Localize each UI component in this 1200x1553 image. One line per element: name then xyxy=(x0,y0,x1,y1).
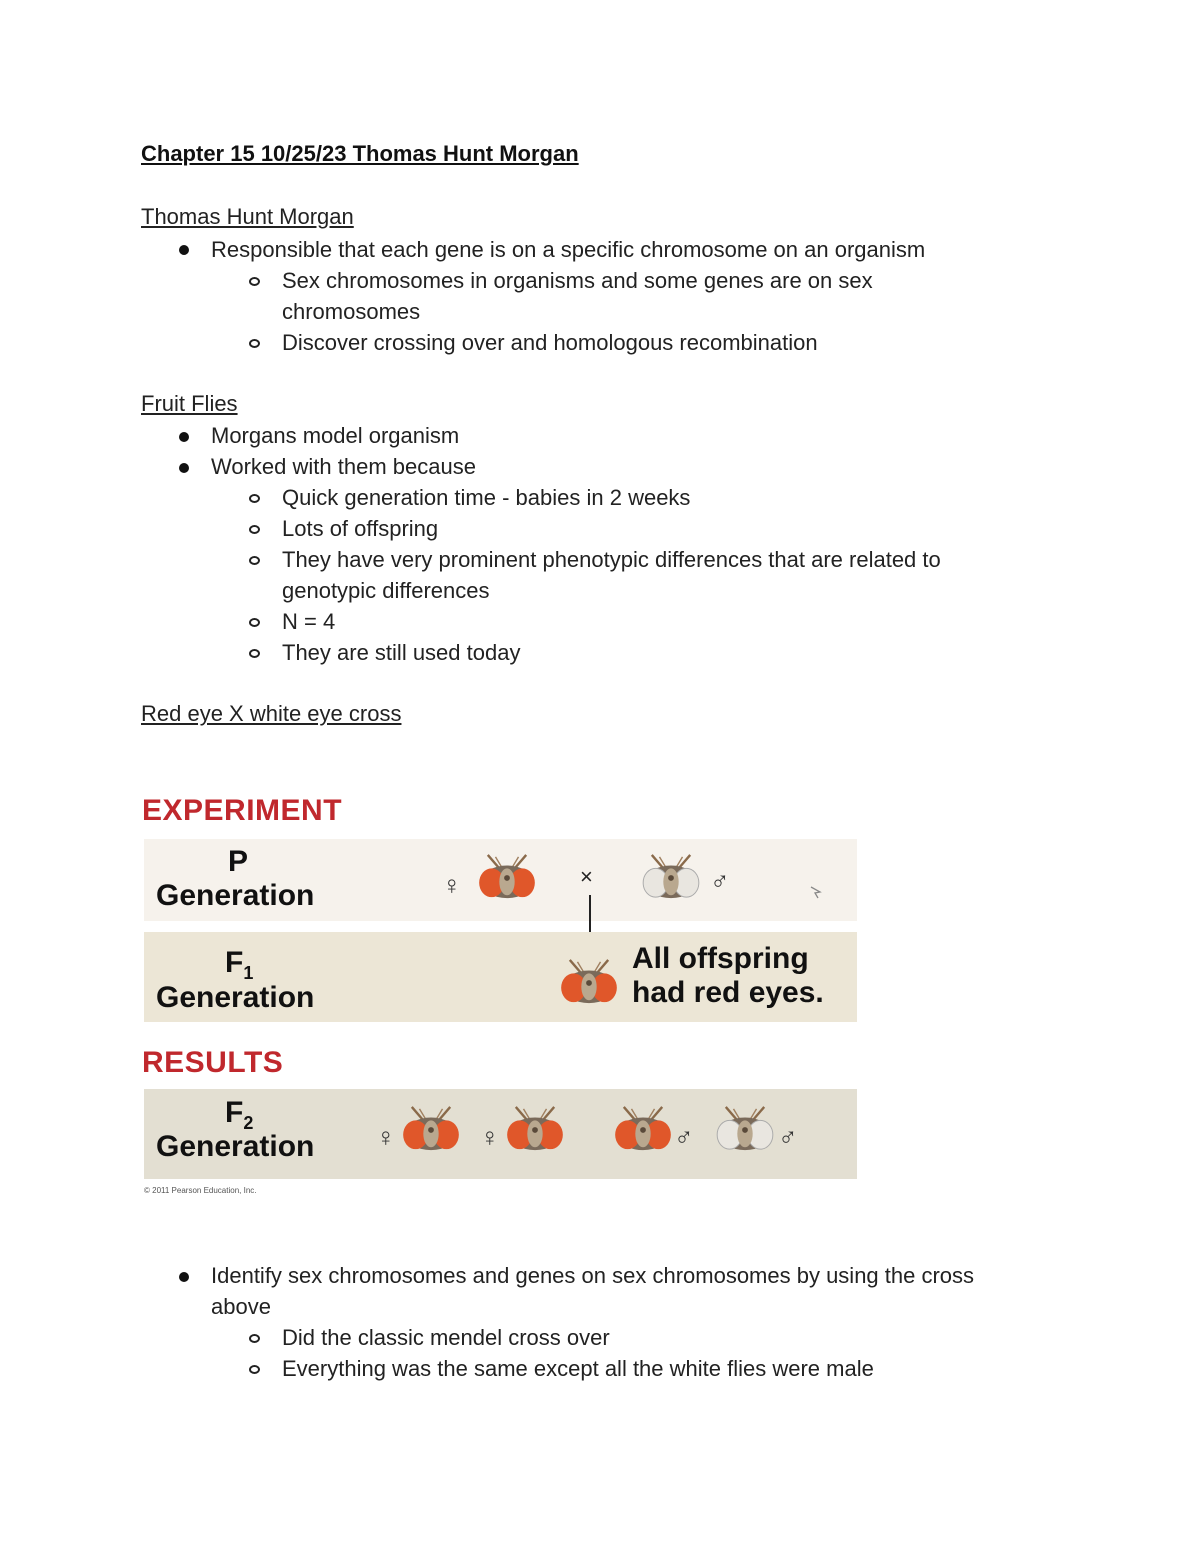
list-item: N = 4 xyxy=(282,609,336,634)
section-heading-morgan: Thomas Hunt Morgan xyxy=(141,204,354,229)
f1-subscript: 1 xyxy=(243,963,254,983)
male-symbol: ♂ xyxy=(674,1122,694,1152)
bullet-dot xyxy=(179,463,189,473)
list-item: Did the classic mendel cross over xyxy=(282,1325,610,1350)
red-eyed-fly-icon xyxy=(402,1105,460,1153)
f1-letter: F xyxy=(225,946,244,979)
bullet-dot xyxy=(179,245,189,255)
f2-generation-symbol xyxy=(225,1096,253,1134)
list-item: Quick generation time - babies in 2 weeks xyxy=(282,485,691,510)
sub-bullet-circle xyxy=(249,339,260,348)
list-item: Morgans model organism xyxy=(211,423,460,448)
f2-subscript: 2 xyxy=(243,1113,254,1133)
p-generation-label: Generation xyxy=(156,879,315,912)
list-item-continuation: above xyxy=(211,1294,271,1319)
sub-bullet-circle xyxy=(249,494,260,503)
list-item: Sex chromosomes in organisms and some genes are on sex xyxy=(282,268,873,293)
list-item: Worked with them because xyxy=(211,454,476,479)
f2-generation-label: Generation xyxy=(156,1130,315,1163)
results-label: RESULTS xyxy=(142,1046,284,1079)
f2-letter: F xyxy=(225,1096,244,1129)
sub-bullet-circle xyxy=(249,649,260,658)
bullet-dot xyxy=(179,1272,189,1282)
sub-bullet-circle xyxy=(249,1365,260,1374)
p-generation-symbol: P xyxy=(228,845,249,878)
list-item-continuation: genotypic differences xyxy=(282,578,490,603)
list-item: Identify sex chromosomes and genes on sex chromosomes by using the cross xyxy=(211,1263,975,1288)
white-eyed-fly-icon xyxy=(716,1105,774,1153)
white-eyed-fly-icon xyxy=(642,853,700,901)
red-eyed-fly-icon xyxy=(506,1105,564,1153)
f1-result-line1: All offspring xyxy=(632,942,809,975)
f1-generation-symbol xyxy=(225,946,253,984)
experiment-label: EXPERIMENT xyxy=(142,794,343,827)
sub-bullet-circle xyxy=(249,525,260,534)
list-item: Responsible that each gene is on a specific chromosome on an organism xyxy=(211,237,926,262)
male-symbol: ♂ xyxy=(778,1122,798,1152)
f1-generation-label: Generation xyxy=(156,981,315,1014)
figure-credit: © 2011 Pearson Education, Inc. xyxy=(144,1186,257,1195)
male-symbol: ♂ xyxy=(710,866,730,896)
section-heading-fruit-flies: Fruit Flies xyxy=(141,391,238,416)
cursor-arrow-icon xyxy=(808,884,824,900)
female-symbol: ♀ xyxy=(480,1122,500,1152)
red-eyed-fly-icon xyxy=(560,958,618,1006)
page-title: Chapter 15 10/25/23 Thomas Hunt Morgan xyxy=(141,141,579,166)
female-symbol: ♀ xyxy=(442,870,462,900)
list-item: Everything was the same except all the white flies were male xyxy=(282,1356,874,1381)
bullet-dot xyxy=(179,432,189,442)
red-eyed-fly-icon xyxy=(614,1105,672,1153)
red-eyed-fly-icon xyxy=(478,853,536,901)
cross-symbol: × xyxy=(580,864,593,889)
f1-result-text xyxy=(632,942,824,1010)
list-item: They have very prominent phenotypic differences that are related to xyxy=(282,547,941,572)
section-heading-cross: Red eye X white eye cross xyxy=(141,701,402,726)
female-symbol: ♀ xyxy=(376,1122,396,1152)
list-item: Discover crossing over and homologous recombination xyxy=(282,330,818,355)
f1-result-line2: had red eyes. xyxy=(632,976,824,1009)
sub-bullet-circle xyxy=(249,1334,260,1343)
sub-bullet-circle xyxy=(249,277,260,286)
sub-bullet-circle xyxy=(249,556,260,565)
sub-bullet-circle xyxy=(249,618,260,627)
list-item-continuation: chromosomes xyxy=(282,299,421,324)
list-item: They are still used today xyxy=(282,640,521,665)
list-item: Lots of offspring xyxy=(282,516,439,541)
